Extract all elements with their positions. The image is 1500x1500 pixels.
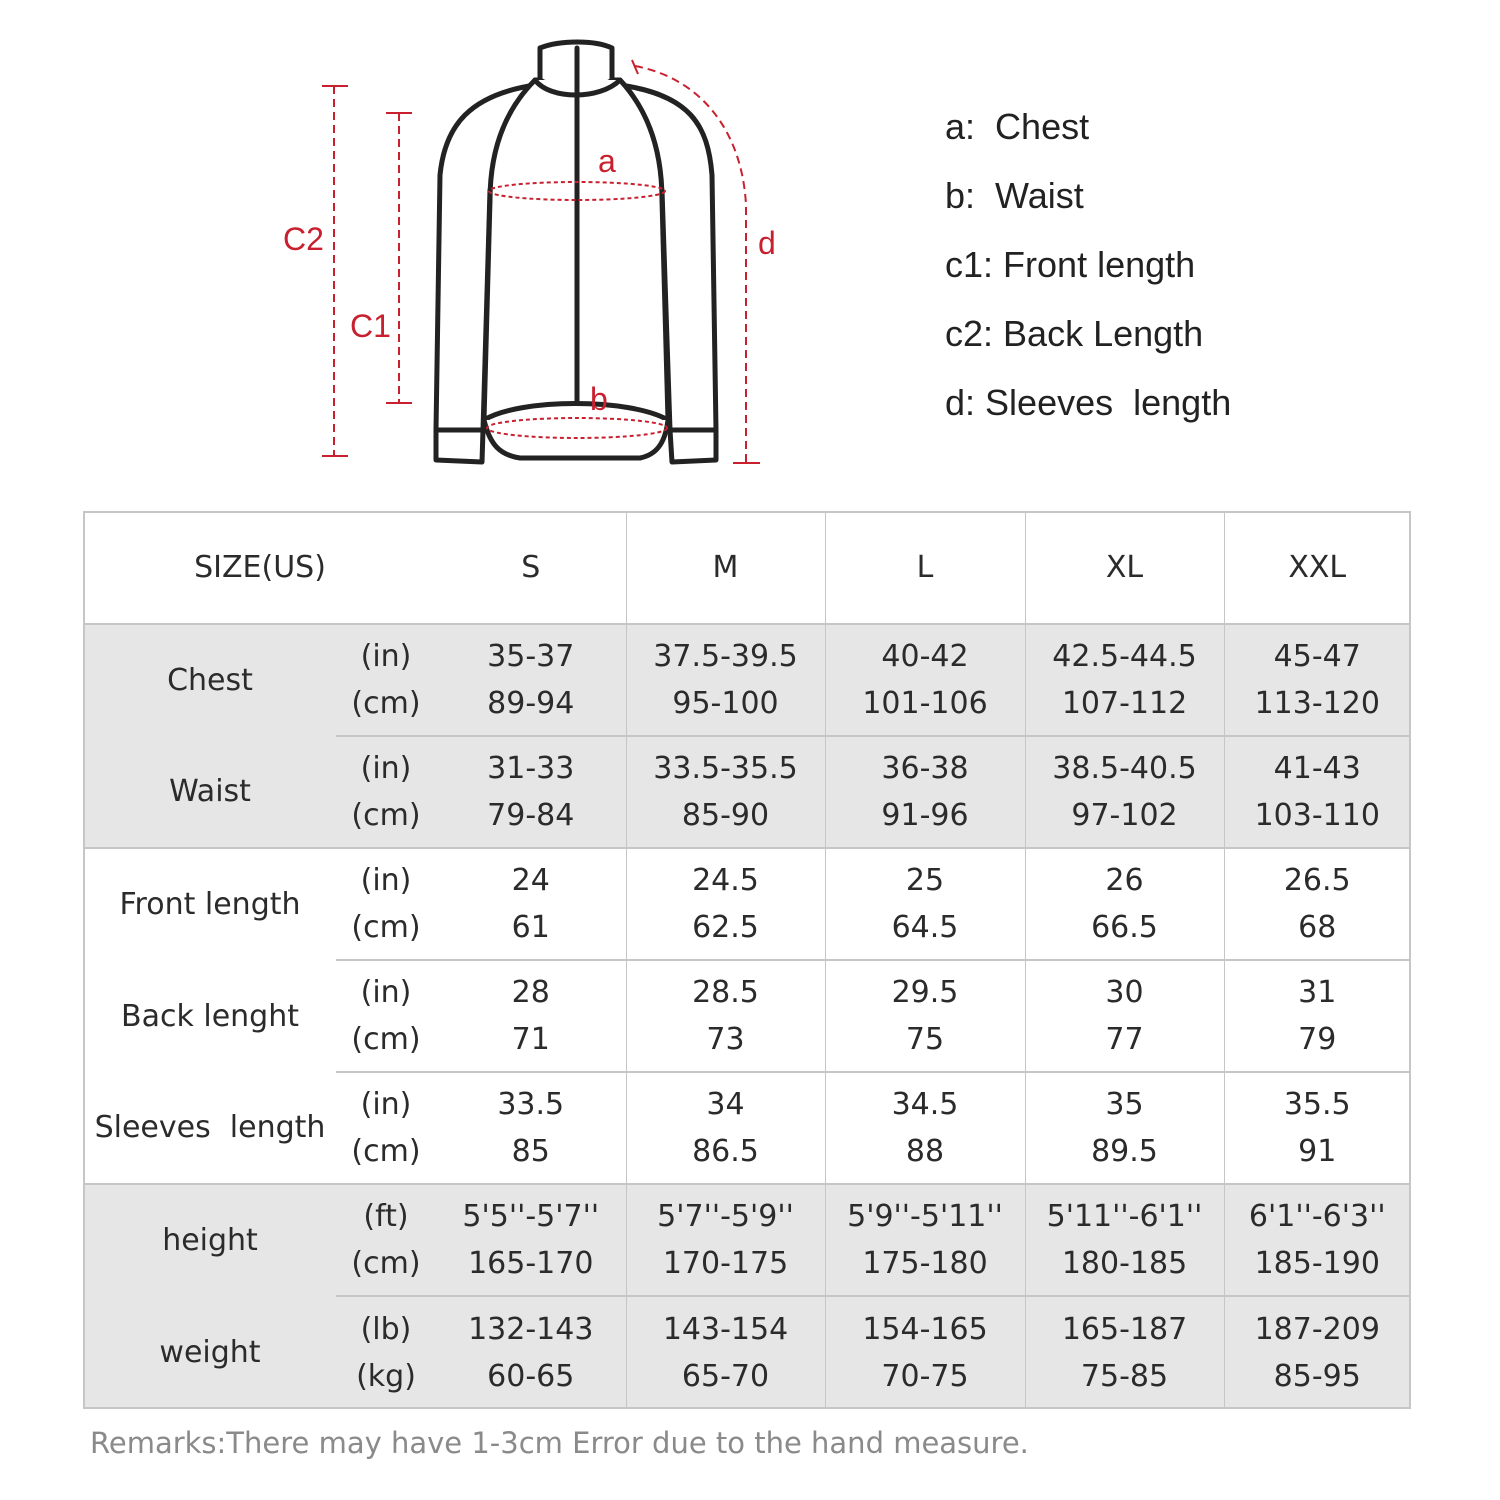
value-text: 86.5 xyxy=(692,1134,759,1169)
label-a: a xyxy=(598,143,616,179)
value-cell xyxy=(1224,848,1410,960)
table-row xyxy=(84,1296,1410,1408)
value-text: 62.5 xyxy=(692,910,759,945)
unit-label: (cm) xyxy=(351,1134,421,1169)
value-cell xyxy=(626,848,825,960)
value-text: 91-96 xyxy=(881,798,969,833)
table-header-row xyxy=(84,512,1410,624)
value-text: 35.5 xyxy=(1283,1087,1351,1122)
value-cell xyxy=(1224,1072,1410,1184)
value-cell xyxy=(1224,1296,1410,1408)
value-cell xyxy=(1224,736,1410,848)
size-header-xl: XL xyxy=(1025,512,1224,624)
value-cell xyxy=(436,848,626,960)
value-text: 60-65 xyxy=(487,1358,575,1394)
value-cell xyxy=(436,624,626,736)
jacket-outline-icon xyxy=(436,42,716,462)
value-cell xyxy=(1025,848,1224,960)
legend-text: Sleeves length xyxy=(985,382,1232,423)
value-text: 68 xyxy=(1298,910,1337,945)
value-cell xyxy=(825,960,1025,1072)
unit-label: (in) xyxy=(360,639,412,674)
value-text: 71 xyxy=(511,1022,550,1057)
unit-cell xyxy=(336,736,436,848)
value-text: 24.5 xyxy=(692,863,759,898)
value-cell xyxy=(825,736,1025,848)
value-text: 95-100 xyxy=(672,686,779,721)
value-text: 5'9''-5'11'' xyxy=(847,1199,1003,1234)
table-row xyxy=(84,736,1410,848)
value-cell xyxy=(626,960,825,1072)
unit-cell xyxy=(336,1184,436,1296)
value-cell xyxy=(436,736,626,848)
legend-text: Back Length xyxy=(1003,313,1204,354)
value-cell xyxy=(825,624,1025,736)
unit-label: (cm) xyxy=(351,910,421,945)
size-header-xxl: XXL xyxy=(1224,512,1410,624)
value-text: 107-112 xyxy=(1061,686,1188,721)
legend-item-front-length xyxy=(945,242,1231,311)
value-text: 26.5 xyxy=(1283,863,1351,898)
value-text: 34.5 xyxy=(891,1087,959,1122)
value-text: 33.5-35.5 xyxy=(653,751,798,786)
legend-item-waist xyxy=(945,173,1231,242)
value-text: 154-165 xyxy=(862,1311,988,1347)
value-text: 61 xyxy=(511,910,550,945)
value-text: 42.5-44.5 xyxy=(1052,639,1197,674)
value-text: 91 xyxy=(1298,1134,1337,1169)
value-cell xyxy=(825,1296,1025,1408)
legend-key: b: xyxy=(945,175,976,216)
unit-label: (in) xyxy=(360,1087,412,1122)
value-text: 31 xyxy=(1298,975,1337,1010)
legend-text: Waist xyxy=(995,175,1084,216)
legend-text: Chest xyxy=(995,106,1090,147)
value-text: 170-175 xyxy=(662,1246,789,1281)
unit-label: (cm) xyxy=(351,1022,421,1057)
label-c1: C1 xyxy=(350,308,391,344)
value-text: 165-170 xyxy=(468,1246,594,1281)
table-row xyxy=(84,1184,1410,1296)
value-cell xyxy=(626,1184,825,1296)
unit-cell xyxy=(336,624,436,736)
unit-cell xyxy=(336,1296,436,1408)
remarks-note: Remarks:There may have 1-3cm Error due to the hand measure. xyxy=(90,1426,1029,1460)
value-text: 77 xyxy=(1105,1022,1144,1057)
value-text: 89.5 xyxy=(1091,1134,1158,1169)
value-text: 26 xyxy=(1105,863,1144,898)
table-row xyxy=(84,624,1410,736)
row-label: Waist xyxy=(84,736,336,848)
legend-key: c1: xyxy=(945,244,994,285)
value-text: 30 xyxy=(1105,975,1144,1010)
size-us-header: SIZE(US) xyxy=(194,550,326,585)
legend-item-sleeves-length xyxy=(945,380,1231,449)
size-chart-table xyxy=(84,512,1410,1408)
row-label: weight xyxy=(84,1296,336,1408)
value-cell xyxy=(626,624,825,736)
value-cell xyxy=(825,1184,1025,1296)
value-text: 175-180 xyxy=(862,1246,988,1281)
legend-key: d: xyxy=(945,382,976,423)
value-text: 75 xyxy=(905,1022,945,1057)
value-text: 85-90 xyxy=(681,798,770,833)
table-body xyxy=(84,624,1410,1408)
value-cell xyxy=(436,1296,626,1408)
value-text: 5'7''-5'9'' xyxy=(657,1199,794,1234)
value-text: 34 xyxy=(706,1087,745,1122)
value-text: 73 xyxy=(706,1022,745,1057)
unit-label: (cm) xyxy=(351,798,421,833)
value-text: 132-143 xyxy=(468,1311,594,1347)
unit-cell xyxy=(336,960,436,1072)
value-text: 187-209 xyxy=(1254,1311,1380,1347)
value-text: 64.5 xyxy=(891,910,959,945)
legend-item-back-length xyxy=(945,311,1231,380)
value-cell xyxy=(1025,624,1224,736)
value-cell xyxy=(436,1184,626,1296)
value-text: 180-185 xyxy=(1061,1246,1188,1281)
value-text: 33.5 xyxy=(497,1087,565,1122)
row-label: Front length xyxy=(84,848,336,960)
label-d: d xyxy=(758,225,776,261)
unit-label: (cm) xyxy=(351,1246,421,1281)
value-text: 79-84 xyxy=(487,798,575,833)
value-text: 89-94 xyxy=(487,686,575,721)
legend-text: Front length xyxy=(1003,244,1196,285)
value-text: 36-38 xyxy=(881,751,969,786)
unit-label: (in) xyxy=(360,751,412,786)
unit-label: (in) xyxy=(360,863,412,898)
value-cell xyxy=(1224,624,1410,736)
value-cell xyxy=(626,1072,825,1184)
value-text: 37.5-39.5 xyxy=(653,639,798,674)
legend-item-chest xyxy=(945,104,1231,173)
table-row xyxy=(84,1072,1410,1184)
value-text: 28 xyxy=(511,975,550,1010)
value-cell xyxy=(1025,736,1224,848)
value-cell xyxy=(626,1296,825,1408)
value-cell xyxy=(825,1072,1025,1184)
label-c2: C2 xyxy=(283,221,324,257)
value-cell xyxy=(1224,960,1410,1072)
value-text: 41-43 xyxy=(1273,751,1361,786)
value-text: 65-70 xyxy=(681,1358,770,1394)
value-text: 66.5 xyxy=(1091,910,1158,945)
value-text: 29.5 xyxy=(891,975,959,1010)
row-label: Back lenght xyxy=(84,960,336,1072)
value-text: 88 xyxy=(905,1134,945,1169)
value-text: 25 xyxy=(905,863,945,898)
row-label: Sleeves length xyxy=(84,1072,336,1184)
value-text: 35-37 xyxy=(487,639,575,674)
measurement-legend xyxy=(945,104,1231,449)
value-text: 31-33 xyxy=(487,751,575,786)
unit-label: (in) xyxy=(360,975,412,1010)
value-text: 45-47 xyxy=(1273,639,1361,674)
value-cell xyxy=(626,736,825,848)
row-label: height xyxy=(84,1184,336,1296)
value-text: 28.5 xyxy=(692,975,759,1010)
unit-label: (lb) xyxy=(360,1311,412,1347)
value-text: 185-190 xyxy=(1254,1246,1380,1281)
value-cell xyxy=(1025,960,1224,1072)
value-text: 85-95 xyxy=(1273,1358,1361,1394)
value-cell xyxy=(1025,1072,1224,1184)
value-cell xyxy=(436,1072,626,1184)
size-header-m: M xyxy=(626,512,825,624)
value-text: 38.5-40.5 xyxy=(1052,751,1197,786)
value-text: 5'11''-6'1'' xyxy=(1046,1199,1203,1234)
legend-key: a: xyxy=(945,106,976,147)
value-text: 6'1''-6'3'' xyxy=(1248,1199,1386,1234)
value-cell xyxy=(1025,1184,1224,1296)
jacket-measurement-diagram xyxy=(0,0,900,490)
value-text: 79 xyxy=(1298,1022,1337,1057)
unit-label: (kg) xyxy=(356,1358,416,1394)
value-text: 85 xyxy=(511,1134,550,1169)
row-label: Chest xyxy=(84,624,336,736)
size-header-l: L xyxy=(825,512,1025,624)
value-cell xyxy=(436,960,626,1072)
unit-cell xyxy=(336,1072,436,1184)
unit-label: (cm) xyxy=(351,686,421,721)
value-cell xyxy=(825,848,1025,960)
value-text: 24 xyxy=(511,863,550,898)
label-b: b xyxy=(590,381,608,417)
value-text: 35 xyxy=(1105,1087,1144,1122)
unit-label: (ft) xyxy=(363,1199,409,1234)
value-text: 75-85 xyxy=(1080,1358,1169,1394)
size-header-s: S xyxy=(521,550,541,585)
value-text: 165-187 xyxy=(1061,1311,1188,1347)
unit-cell xyxy=(336,848,436,960)
legend-key: c2: xyxy=(945,313,994,354)
value-cell xyxy=(1224,1184,1410,1296)
table-row xyxy=(84,848,1410,960)
value-text: 5'5''-5'7'' xyxy=(462,1199,600,1234)
value-text: 40-42 xyxy=(881,639,969,674)
value-text: 97-102 xyxy=(1071,798,1178,833)
value-text: 113-120 xyxy=(1254,686,1380,721)
value-text: 101-106 xyxy=(862,686,988,721)
table-row xyxy=(84,960,1410,1072)
value-cell xyxy=(1025,1296,1224,1408)
value-text: 70-75 xyxy=(881,1358,969,1394)
value-text: 103-110 xyxy=(1254,798,1380,833)
value-text: 143-154 xyxy=(662,1311,789,1347)
